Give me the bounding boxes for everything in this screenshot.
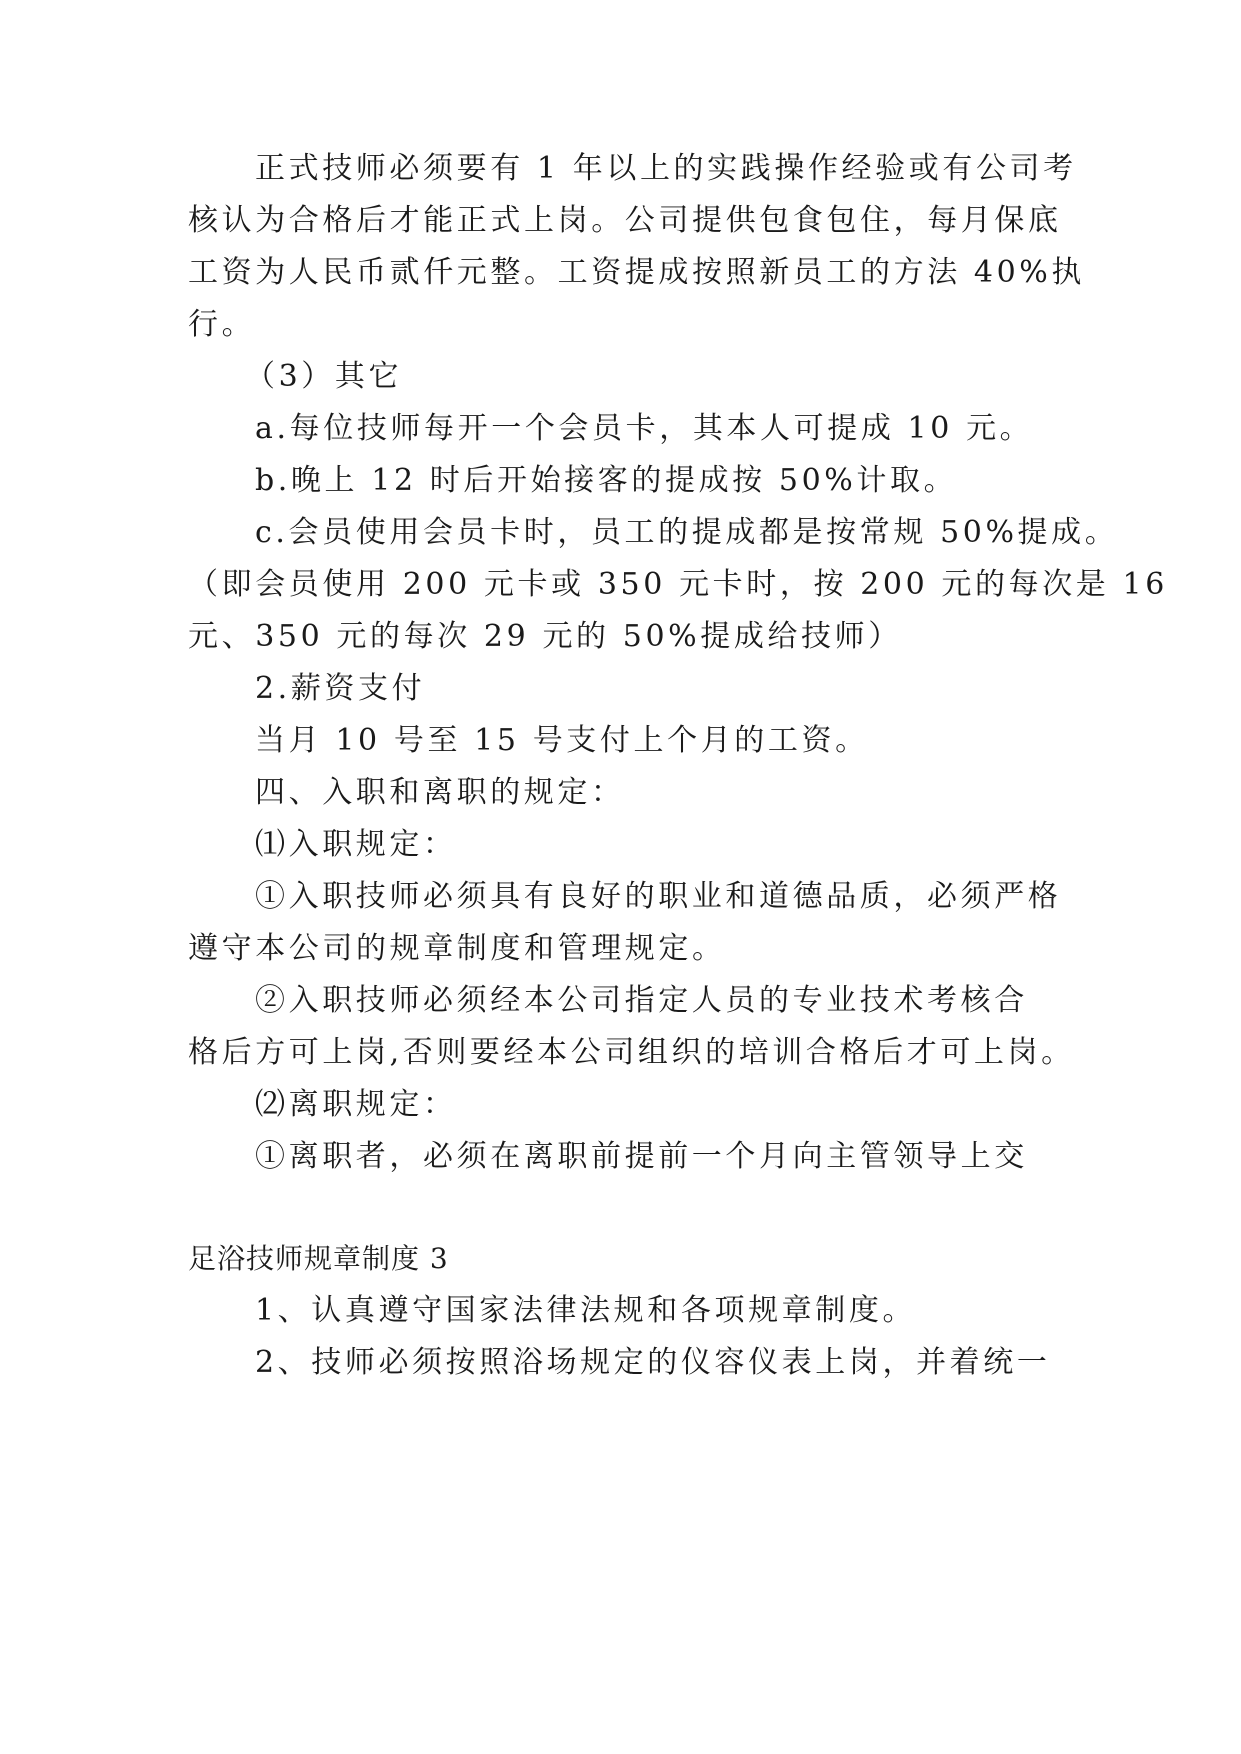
entry-heading: ⑴入职规定： [255, 827, 457, 862]
section-title: 足浴技师规章制度 3 [188, 1242, 449, 1275]
paragraph-line: 核认为合格后才能正式上岗。公司提供包食包住，每月保底 [188, 203, 1062, 238]
rule-1: 1、认真遵守国家法律法规和各项规章制度。 [255, 1293, 917, 1328]
entry-rule-1-line: 遵守本公司的规章制度和管理规定。 [188, 931, 726, 966]
pay-heading: 2.薪资支付 [255, 671, 426, 706]
rule-2: 2、技师必须按照浴场规定的仪容仪表上岗，并着统一 [255, 1345, 1051, 1380]
section4-heading: 四、入职和离职的规定： [255, 775, 625, 810]
entry-rule-2-line: 格后方可上岗,否则要经本公司组织的培训合格后才可上岗。 [188, 1035, 1075, 1070]
paragraph-line: 行。 [188, 307, 256, 342]
item-c-line: 元、350 元的每次 29 元的 50%提成给技师） [188, 619, 902, 654]
leave-rule-1: ①离职者，必须在离职前提前一个月向主管领导上交 [255, 1139, 1028, 1174]
entry-rule-2-line: ②入职技师必须经本公司指定人员的专业技术考核合 [255, 983, 1028, 1018]
paragraph-line: 正式技师必须要有 1 年以上的实践操作经验或有公司考 [255, 151, 1077, 186]
paragraph-line: 工资为人民币贰仟元整。工资提成按照新员工的方法 40%执 [188, 255, 1086, 290]
other-heading: （3）其它 [245, 359, 403, 394]
item-c-line: c.会员使用会员卡时，员工的提成都是按常规 50%提成。 [255, 515, 1119, 550]
item-a: a.每位技师每开一个会员卡，其本人可提成 10 元。 [255, 411, 1034, 446]
entry-rule-1-line: ①入职技师必须具有良好的职业和道德品质，必须严格 [255, 879, 1062, 914]
pay-text: 当月 10 号至 15 号支付上个月的工资。 [255, 723, 869, 758]
leave-heading: ⑵离职规定： [255, 1087, 457, 1122]
item-c-line: （即会员使用 200 元卡或 350 元卡时，按 200 元的每次是 16 [188, 567, 1168, 602]
item-b: b.晚上 12 时后开始接客的提成按 50%计取。 [255, 463, 958, 498]
